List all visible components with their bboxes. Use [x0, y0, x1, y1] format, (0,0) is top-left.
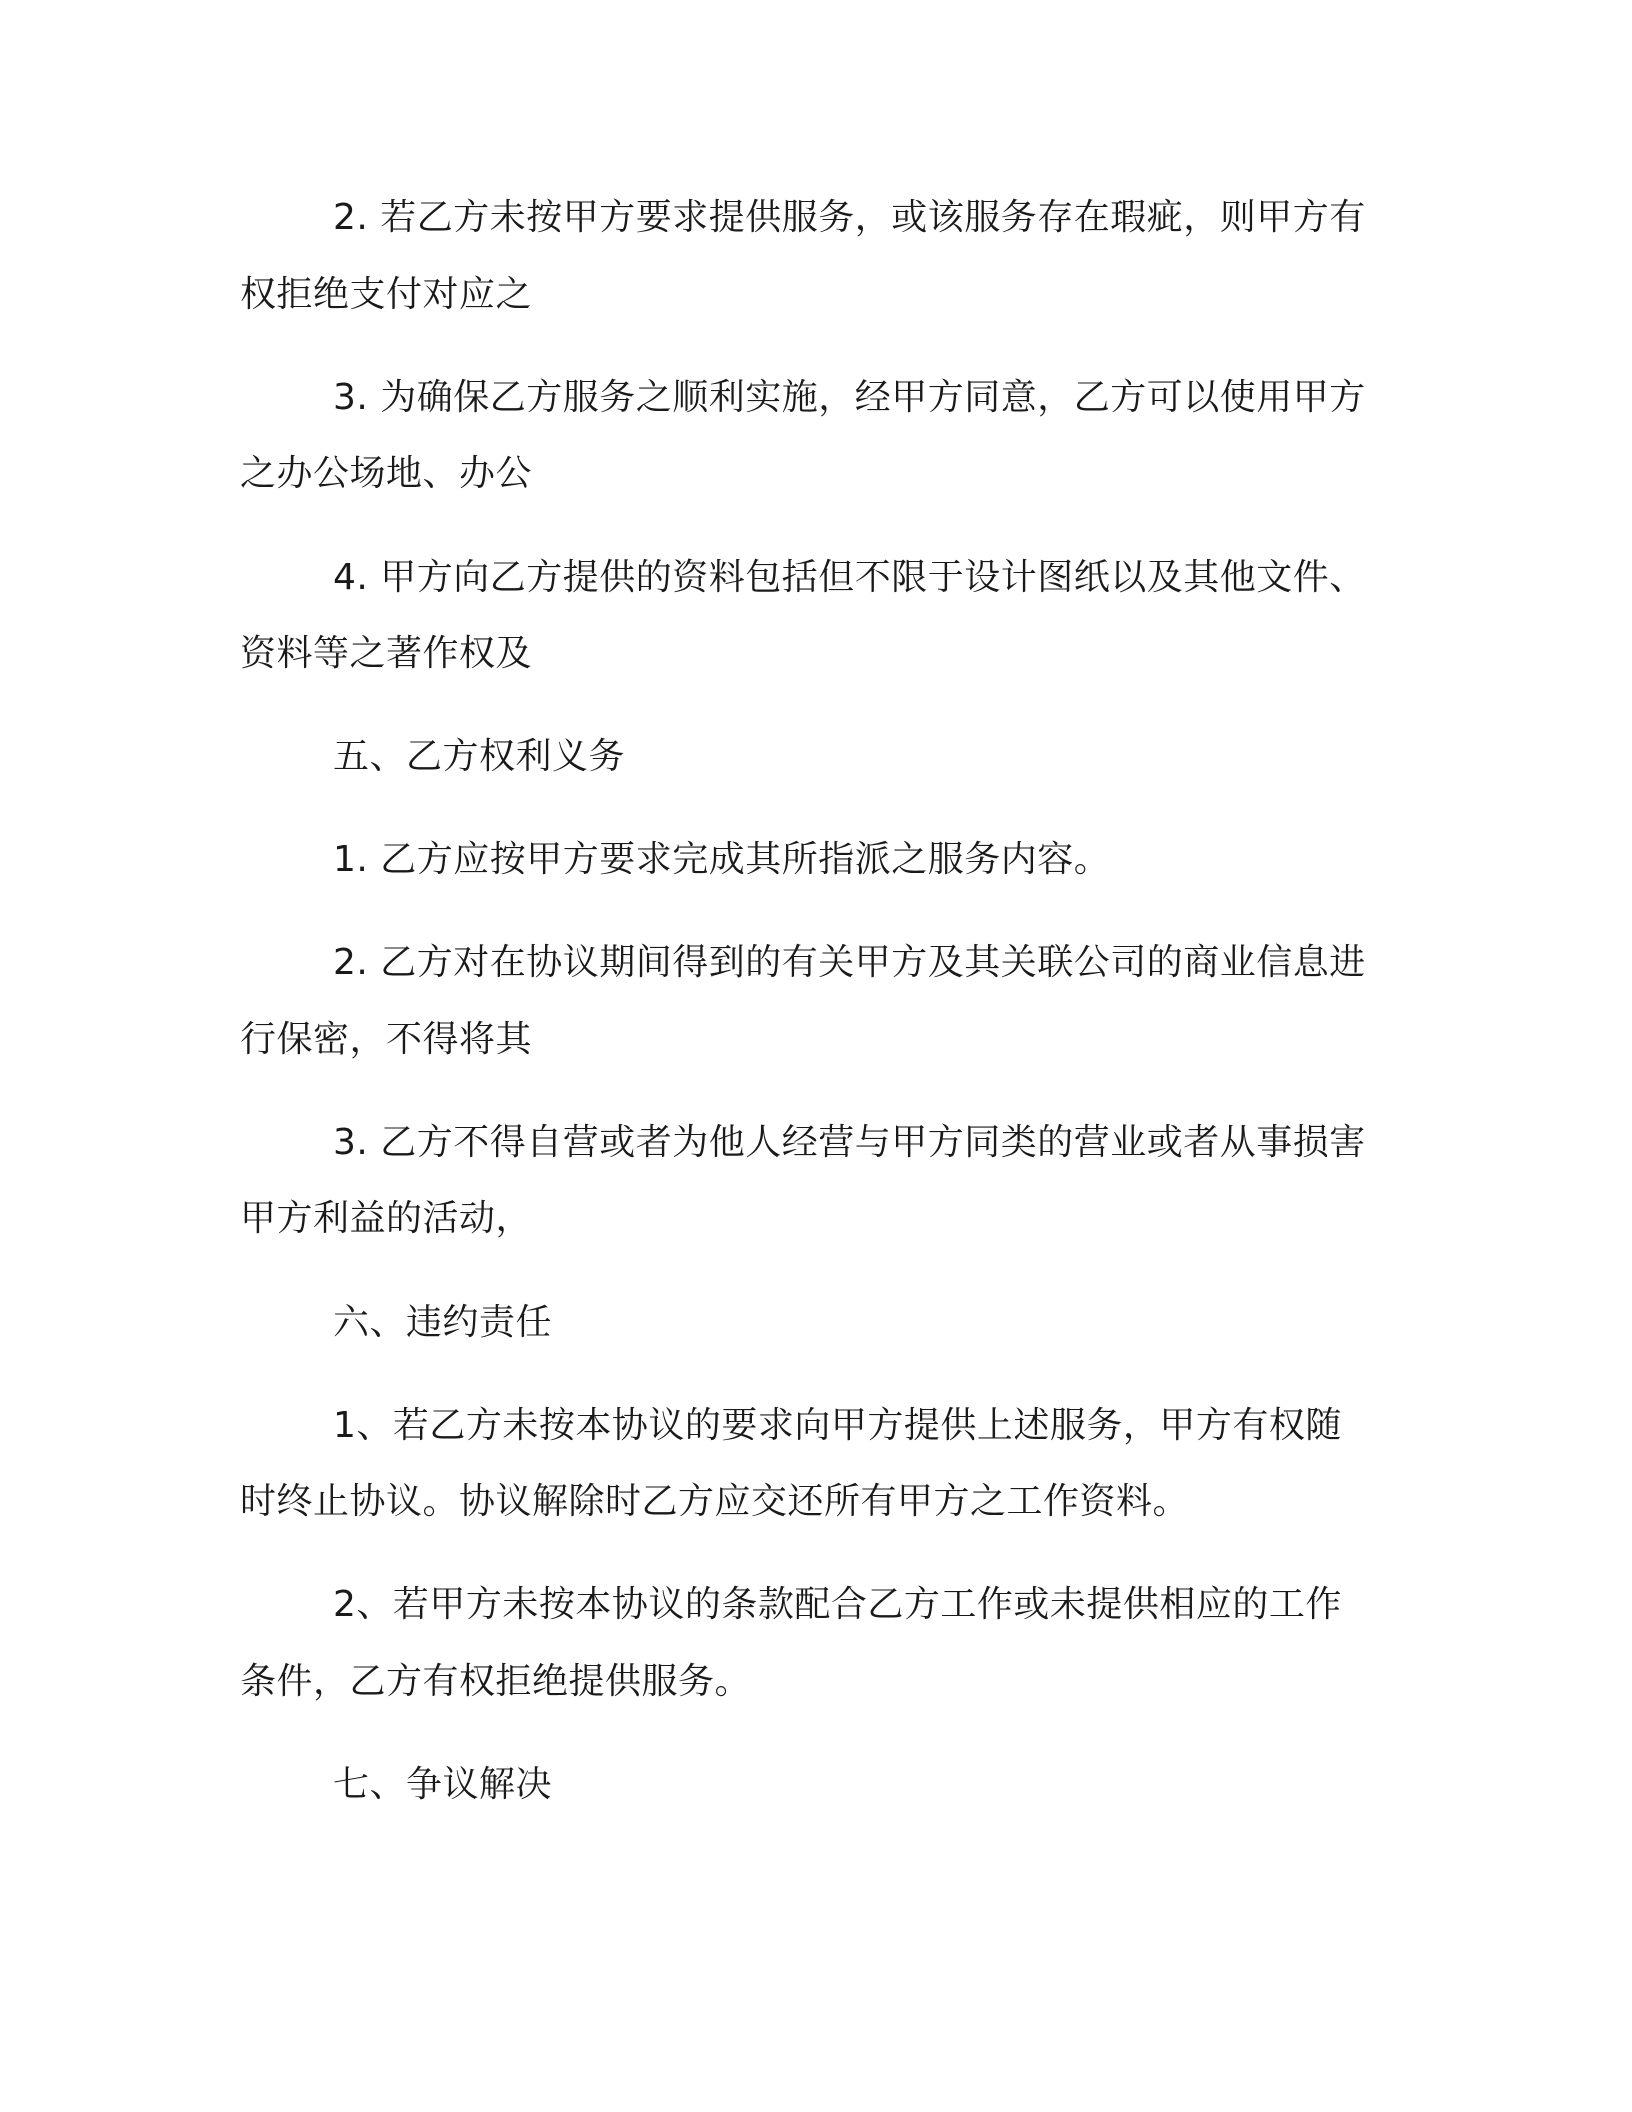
paragraph-line: 权拒绝支付对应之 [240, 274, 533, 315]
paragraph-line: 4. 甲方向乙方提供的资料包括但不限于设计图纸以及其他文件、 [333, 557, 1366, 598]
paragraph-line: 2. 若乙方未按甲方要求提供服务，或该服务存在瑕疵，则甲方有 [333, 197, 1366, 238]
paragraph-line: 时终止协议。协议解除时乙方应交还所有甲方之工作资料。 [240, 1481, 1190, 1522]
paragraph-line: 3. 乙方不得自营或者为他人经营与甲方同类的营业或者从事损害 [333, 1122, 1366, 1163]
paragraph-line: 甲方利益的活动， [240, 1198, 533, 1239]
section-heading: 六、违约责任 [333, 1302, 553, 1343]
paragraph-line: 2、若甲方未按本协议的条款配合乙方工作或未提供相应的工作 [333, 1584, 1342, 1625]
paragraph-line: 条件，乙方有权拒绝提供服务。 [240, 1661, 752, 1702]
paragraph-line: 2. 乙方对在协议期间得到的有关甲方及其关联公司的商业信息进 [333, 942, 1366, 983]
paragraph-line: 1、若乙方未按本协议的要求向甲方提供上述服务，甲方有权随 [333, 1405, 1342, 1446]
paragraph-line: 1. 乙方应按甲方要求完成其所指派之服务内容。 [333, 839, 1111, 880]
paragraph-line: 行保密，不得将其 [240, 1019, 533, 1060]
paragraph-line: 之办公场地、办公 [240, 453, 533, 494]
section-heading: 五、乙方权利义务 [333, 736, 626, 777]
paragraph-line: 资料等之著作权及 [240, 633, 533, 674]
paragraph-line: 3. 为确保乙方服务之顺利实施，经甲方同意，乙方可以使用甲方 [333, 377, 1366, 418]
section-heading: 七、争议解决 [333, 1764, 553, 1805]
